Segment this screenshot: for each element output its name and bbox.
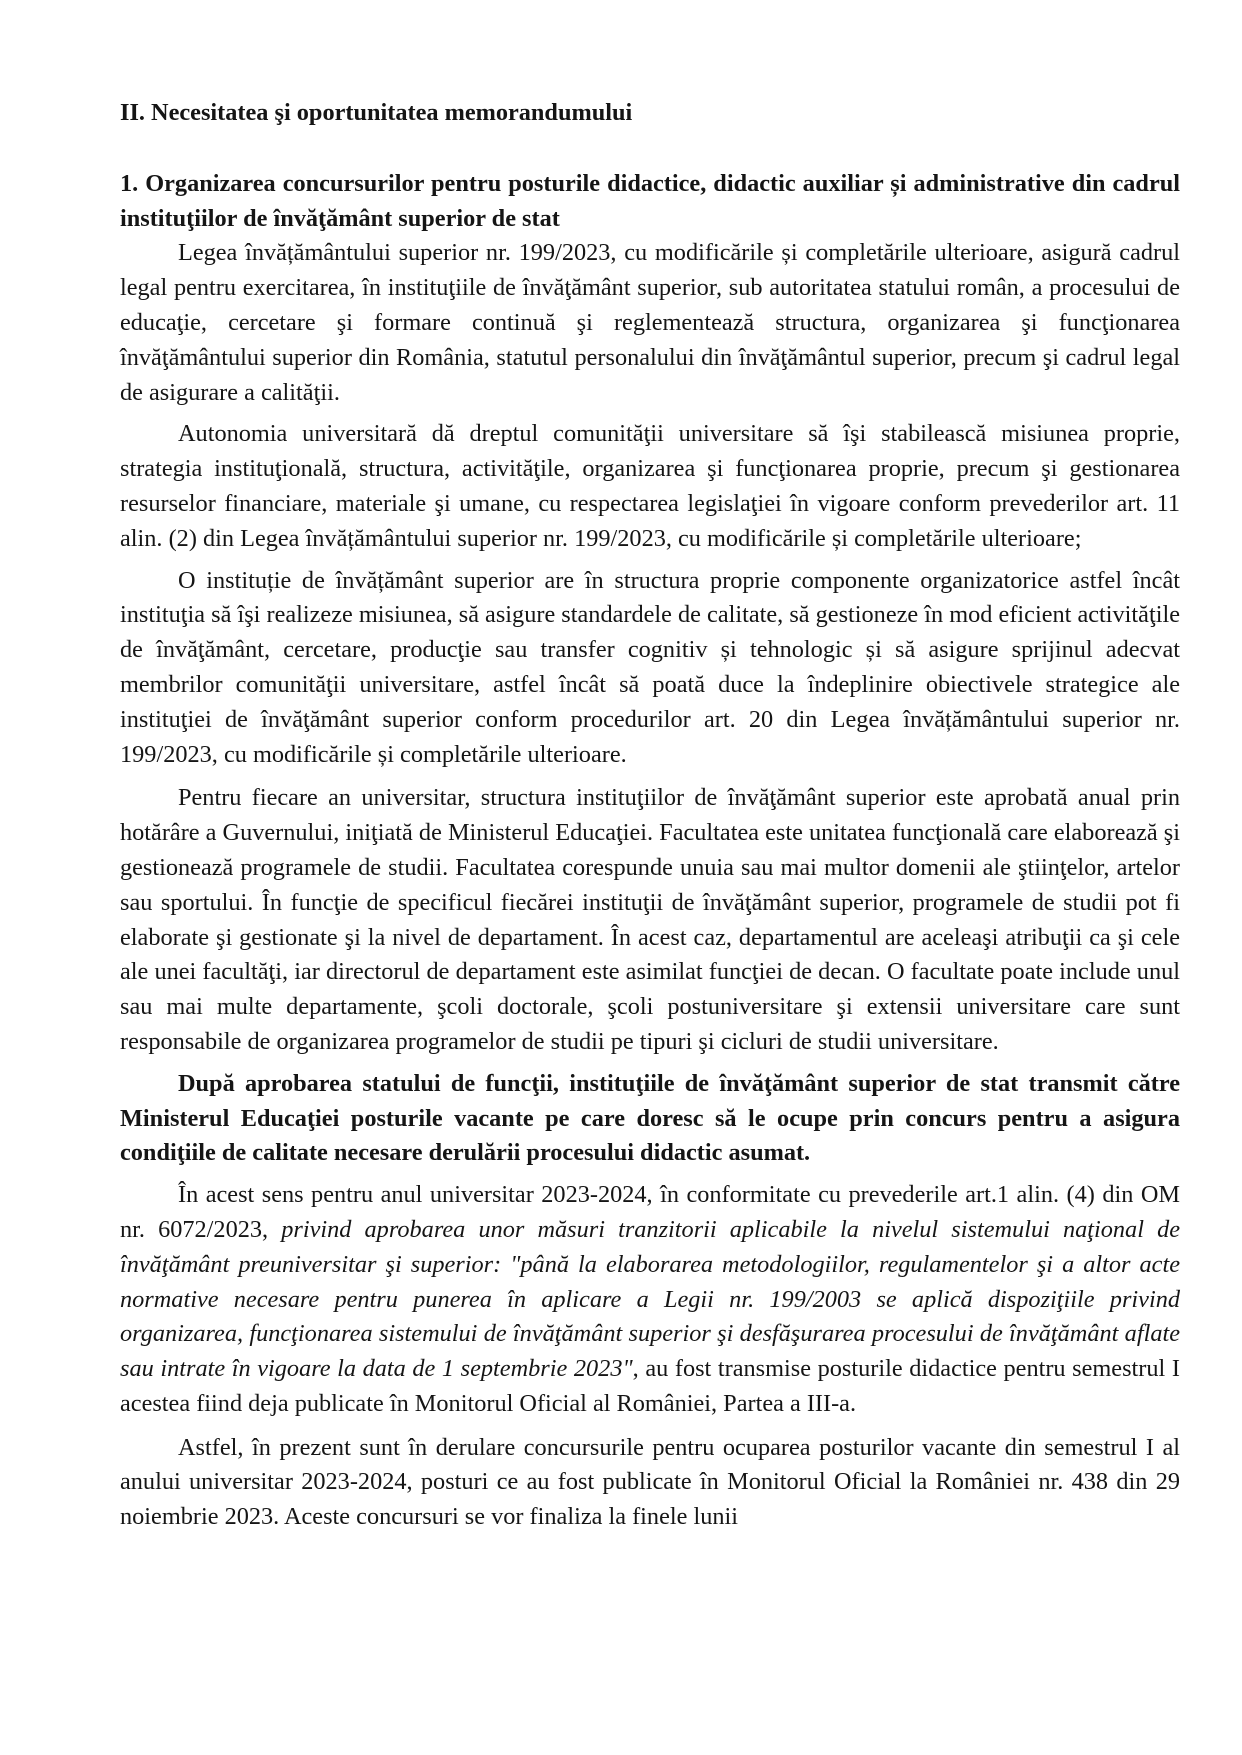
order-quote-text: privind aprobarea unor măsuri tranzitorii aplicabile la nivelul sistemului naţional de învăţământ preuniversitar şi superior: "până la elaborarea metodologiilor, regulamentelor şi a altor acte normative necesare pentru punerea în aplicare a Legii nr. 199/2003 se aplică dispoziţiile privind organizarea, funcţionarea sistemului de învăţământ superior şi desfăşurarea procesului de învăţământ aflate sau intrate în vigoare la data de 1 septembrie 2023" bbox=[120, 1215, 1181, 1383]
subsection-title: 1. Organizarea concursurilor pentru posturile didactice, didactic auxiliar și administrative din cadrul instituţiilor de învăţământ superior de stat bbox=[120, 169, 1180, 232]
paragraph-legal-framework: Legea învățământului superior nr. 199/2023, cu modificările și completările ulterioare, asigură cadrul legal pentru exercitarea, în instituţiile de învăţământ superior, sub autoritatea statului român, a procesului de educaţie, cercetare şi formare continuă şi reglementează structura, organizarea şi funcţionarea învăţământului superior din România, statutul personalului din învăţământul superior, precum şi cadrul legal de asigurare a calităţii. bbox=[120, 239, 1180, 406]
order-outro-text: , au fost transmise posturile didactice pentru semestrul I acestea fiind deja publicate în Monitorul Oficial al României, Partea a III-a. bbox=[120, 1355, 1180, 1417]
paragraph-order-6072 bbox=[120, 1178, 1180, 1422]
paragraph-vacant-posts: După aprobarea statului de funcţii, instituţiile de învăţământ superior de stat transmit către Ministerul Educaţiei posturile vacante pe care doresc să le ocupe prin concurs pentru a asigura condiţiile de calitate necesare derulării procesului didactic asumat. bbox=[120, 1069, 1180, 1167]
order-intro-text: În acest sens pentru anul universitar 2023-2024, în conformitate cu prevederile art.1 alin. (4) din OM nr. 6072/2023, bbox=[120, 1181, 1180, 1243]
section-title: II. Necesitatea şi oportunitatea memorandumului bbox=[120, 99, 633, 126]
paragraph-faculty-structure: Pentru fiecare an universitar, structura instituţiilor de învăţământ superior este aprobată anual prin hotărâre a Guvernului, iniţiată de Ministerul Educaţiei. Facultatea este unitatea funcţională care elaborează şi gestionează programele de studii. Facultatea corespunde unuia sau mai multor domenii ale ştiinţelor, artelor sau sportului. În funcţie de specificul fiecărei instituţii de învăţământ superior, programele de studii pot fi elaborate şi gestionate şi la nivel de departament. În acest caz, departamentul are aceleaşi atribuţii ca şi cele ale unei facultăţi, iar directorul de departament este asimilat funcţiei de decan. O facultate poate include unul sau mai multe departamente, şcoli doctorale, şcoli postuniversitare şi extensii universitare care sunt responsabile de organizarea programelor de studii pe tipuri şi cicluri de studii universitare. bbox=[120, 784, 1180, 1055]
paragraph-institution-structure: O instituție de învățământ superior are în structura proprie componente organizatorice astfel încât instituţia să îşi realizeze misiunea, să asigure standardele de calitate, să gestioneze în mod eficient activităţile de învăţământ, cercetare, producţie sau transfer cognitiv și tehnologic și să asigure sprijinul adecvat membrilor comunităţii universitare, astfel încât să poată duce la îndeplinire obiectivele strategice ale instituţiei de învăţământ superior conform procedurilor art. 20 din Legea învățământului superior nr. 199/2023, cu modificările și completările ulterioare. bbox=[120, 566, 1180, 768]
document-page bbox=[120, 96, 1180, 1535]
paragraph-university-autonomy: Autonomia universitară dă dreptul comunităţii universitare să îşi stabilească misiunea proprie, strategia instituţională, structura, activităţile, organizarea şi funcţionarea proprie, precum şi gestionarea resurselor financiare, materiale şi umane, cu respectarea legislaţiei în vigoare conform prevederilor art. 11 alin. (2) din Legea învățământului superior nr. 199/2023, cu modificările și completările ulterioare; bbox=[120, 420, 1180, 552]
paragraph-ongoing-contests: Astfel, în prezent sunt în derulare concursurile pentru ocuparea posturilor vacante din semestrul I al anului universitar 2023-2024, posturi ce au fost publicate în Monitorul Oficial la României nr. 438 din 29 noiembrie 2023. Aceste concursuri se vor finaliza la finele lunii bbox=[120, 1433, 1180, 1531]
